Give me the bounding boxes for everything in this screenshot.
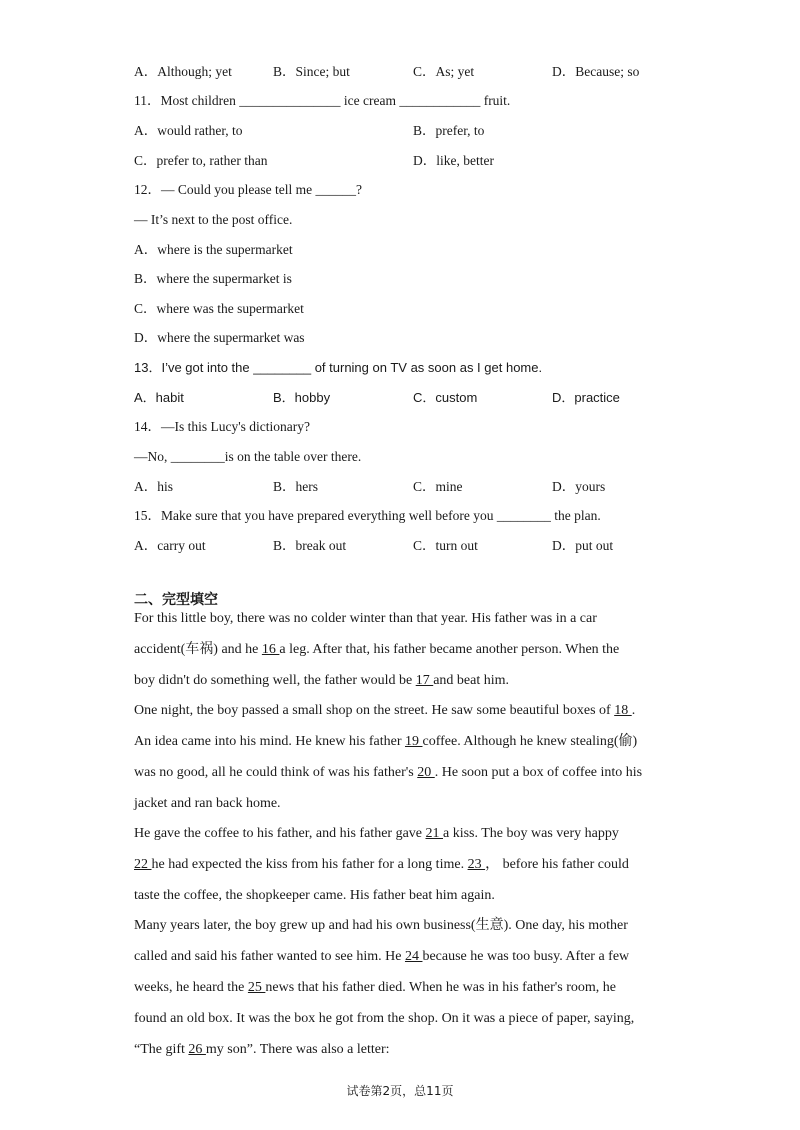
q15-option-b: B．break out <box>273 538 347 553</box>
cloze-line <box>134 671 509 691</box>
cloze-text: ， before his father could <box>485 857 629 872</box>
cloze-line <box>134 824 619 844</box>
cloze-text: An idea came into his mind. He knew his father <box>134 734 405 749</box>
cloze-blank-22: 22 <box>134 857 152 872</box>
cloze-line <box>134 947 629 967</box>
q14-option-b: B．hers <box>273 479 318 494</box>
q12-option-a: A．where is the supermarket <box>134 242 293 257</box>
q13-stem: 13．I’ve got into the ________ of turning on TV as soon as I get home. <box>134 360 543 375</box>
q13-option-a: A．habit <box>134 390 184 405</box>
q11-stem: 11．Most children _______________ ice cream ____________ fruit. <box>134 93 511 108</box>
cloze-text: my son”. There was also a letter: <box>205 1042 390 1057</box>
cloze-line <box>134 978 616 998</box>
cloze-text: called and said his father wanted to see him. He <box>134 949 405 964</box>
cloze-text: a leg. After that, his father became another person. When the <box>279 642 620 657</box>
cloze-text: a kiss. The boy was very happy <box>443 826 619 841</box>
cloze-blank-20: 20 <box>417 765 435 780</box>
cloze-line <box>134 1040 390 1060</box>
cloze-text: jacket and ran back home. <box>134 796 281 811</box>
cloze-text: found an old box. It was the box he got from the shop. On it was a piece of paper, saying, <box>134 1011 635 1026</box>
q14-reply: —No, ________is on the table over there. <box>134 449 362 464</box>
q12-option-c: C．where was the supermarket <box>134 301 304 316</box>
cloze-text: For this little boy, there was no colder winter than that year. His father was in a car <box>134 611 597 626</box>
cloze-line <box>134 916 628 936</box>
cloze-text: boy didn't do something well, the father would be <box>134 673 416 688</box>
q10-option-d: D．Because; so <box>552 64 640 79</box>
q14-option-d: D．yours <box>552 479 606 494</box>
q14-option-c: C．mine <box>413 479 463 494</box>
q15-option-c: C．turn out <box>413 538 478 553</box>
cloze-line <box>134 763 642 783</box>
cloze-text: weeks, he heard the <box>134 980 248 995</box>
q10-option-a: A．Although; yet <box>134 64 232 79</box>
cloze-text: . He soon put a box of coffee into his <box>434 765 643 780</box>
q15-option-a: A．carry out <box>134 538 206 553</box>
cloze-line <box>134 855 629 875</box>
cloze-text: . <box>631 703 636 718</box>
cloze-line <box>134 794 281 814</box>
cloze-line <box>134 609 597 629</box>
cloze-text: he had expected the kiss from his father for a long time. <box>151 857 468 872</box>
cloze-line <box>134 1009 634 1029</box>
q13-option-c: C．custom <box>413 390 478 405</box>
q15-option-d: D．put out <box>552 538 614 553</box>
section-heading: 二、完型填空 <box>134 592 218 608</box>
cloze-line <box>134 701 635 721</box>
q11-option-a: A．would rather, to <box>134 123 243 138</box>
q11-option-d: D．like, better <box>413 153 494 168</box>
cloze-blank-17: 17 <box>415 673 434 688</box>
q14-stem: 14．—Is this Lucy's dictionary? <box>134 419 311 434</box>
cloze-text: coffee. Although he knew stealing(偷) <box>422 734 638 749</box>
q11-option-b: B．prefer, to <box>413 123 485 138</box>
q11-option-c: C．prefer to, rather than <box>134 153 268 168</box>
cloze-line <box>134 640 619 660</box>
cloze-blank-23: 23 <box>467 857 486 872</box>
q12-stem: 12．— Could you please tell me ______? <box>134 182 362 197</box>
q10-option-c: C．As; yet <box>413 64 475 79</box>
q13-option-b: B．hobby <box>273 390 331 405</box>
cloze-blank-16: 16 <box>261 642 280 657</box>
cloze-text: He gave the coffee to his father, and his father gave <box>134 826 426 841</box>
cloze-blank-25: 25 <box>247 980 266 995</box>
page-footer: 试卷第2页，总11页 <box>346 1084 454 1098</box>
cloze-text: One night, the boy passed a small shop on the street. He saw some beautiful boxes of <box>134 703 615 718</box>
q12-reply: — It’s next to the post office. <box>134 212 293 227</box>
q14-option-a: A．his <box>134 479 174 494</box>
q12-option-b: B．where the supermarket is <box>134 271 292 286</box>
cloze-text: taste the coffee, the shopkeeper came. His father beat him again. <box>134 888 495 903</box>
cloze-blank-21: 21 <box>425 826 443 841</box>
cloze-blank-19: 19 <box>404 734 423 749</box>
q13-option-d: D．practice <box>552 390 620 405</box>
cloze-text: Many years later, the boy grew up and had his own business(生意). One day, his mother <box>134 918 628 933</box>
cloze-text: accident(车祸) and he <box>134 642 262 657</box>
cloze-blank-26: 26 <box>188 1042 206 1057</box>
cloze-blank-18: 18 <box>614 703 632 718</box>
q12-option-d: D．where the supermarket was <box>134 330 305 345</box>
cloze-text: because he was too busy. After a few <box>422 949 630 964</box>
cloze-blank-24: 24 <box>404 949 423 964</box>
q10-option-b: B．Since; but <box>273 64 350 79</box>
cloze-text: news that his father died. When he was in his father's room, he <box>265 980 617 995</box>
cloze-line <box>134 886 495 906</box>
cloze-text: and beat him. <box>433 673 510 688</box>
cloze-text: “The gift <box>134 1042 189 1057</box>
q15-stem: 15．Make sure that you have prepared everything well before you ________ the plan. <box>134 508 601 523</box>
cloze-line <box>134 732 637 752</box>
cloze-text: was no good, all he could think of was his father's <box>134 765 418 780</box>
